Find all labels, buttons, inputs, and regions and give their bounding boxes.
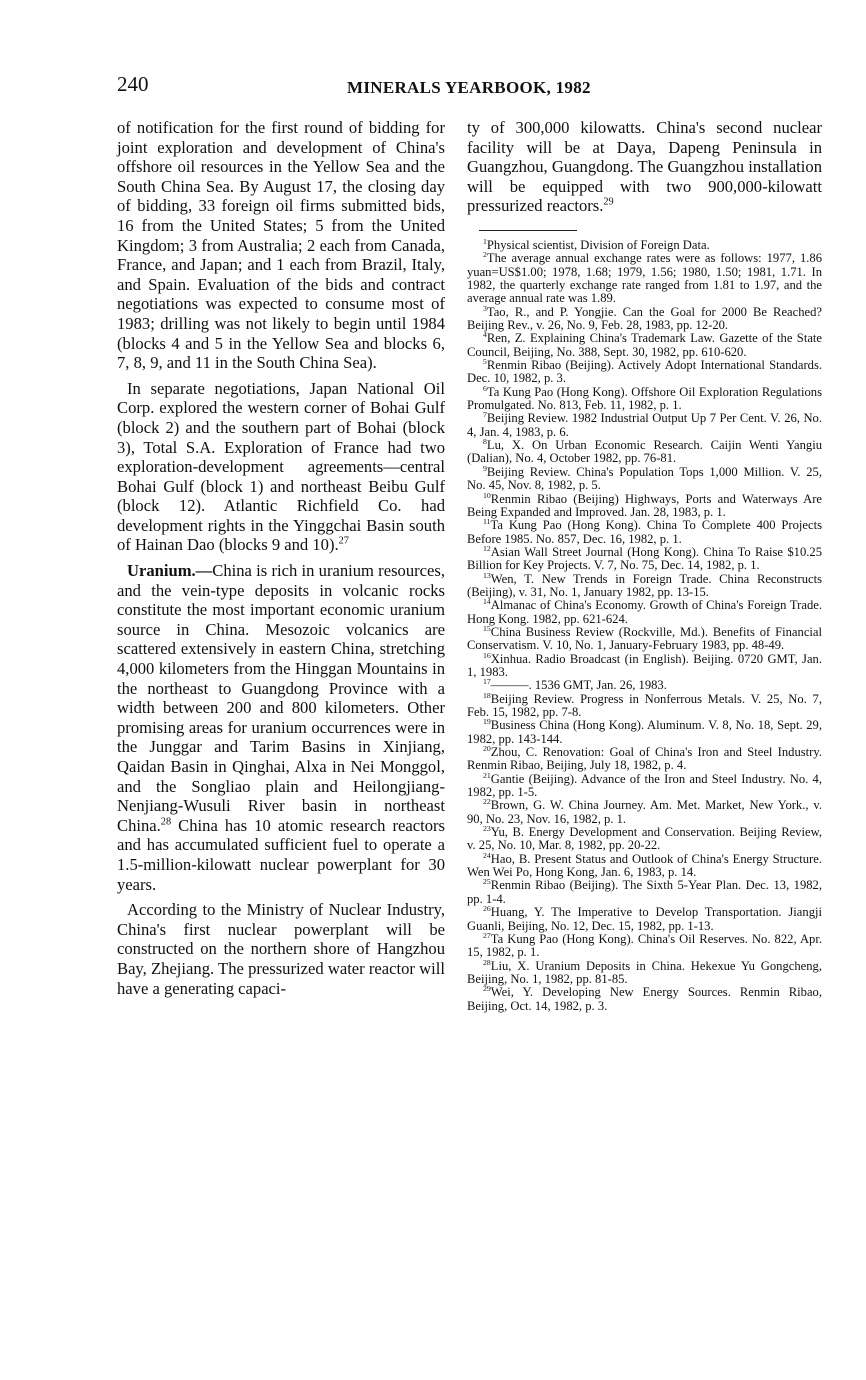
footnote-text: Almanac of China's Economy. Growth of China's Foreign Trade. Hong Kong. 1982, pp. 621-624. [467,598,822,626]
footnote-item [467,303,822,333]
footnote-text: Zhou, C. Renovation: Goal of China's Iron and Steel Industry. Renmin Ribao, Beijing, July 18, 1982, p. 4. [467,745,822,773]
footnote-item [467,690,822,720]
footnote-item [467,412,822,439]
footnote-number: 12 [483,543,491,553]
footnote-item [467,743,822,773]
footnote-number: 9 [483,463,487,473]
footnote-ref: 27 [338,535,349,547]
footnote-number: 8 [483,436,487,446]
footnote-number: 4 [483,330,487,340]
footnote-text: Ren, Z. Explaining China's Trademark Law. Gazette of the State Council, Beijing, No. 388, Sept. 30, 1982, pp. 610-620. [467,331,822,359]
footnote-text: Beijing Review. Progress in Nonferrous Metals. V. 25, No. 7, Feb. 15, 1982, pp. 7-8. [467,691,822,719]
footnote-item [467,679,822,692]
left-column [117,118,445,1004]
footnote-item [467,570,822,600]
footnote-number: 6 [483,383,487,393]
footnote-number: 2 [483,250,487,260]
footnote-item [467,490,822,520]
footnote-item [467,383,822,413]
footnote-text: Lu, X. On Urban Economic Research. Caijin Wenti Yangiu (Dalian), No. 4, October 1982, pp. 76-81. [467,438,822,466]
footnote-item [467,519,822,546]
footnote-item [467,436,822,466]
footnote-item [467,823,822,853]
footnote-number: 18 [483,690,491,700]
footnote-text: Hao, B. Present Status and Outlook of China's Energy Structure. Wen Wei Po, Hong Kong, Jan. 6, 1983, p. 14. [467,851,822,880]
footnote-number: 11 [483,517,491,526]
footnote-item [467,957,822,987]
footnote-number: 3 [483,303,487,313]
paragraph-text: China is rich in uranium resources, and the vein-type deposits in volcanic rocks constitute the most important economic uranium source in China. Mesozoic volcanics are scattered extensively in eastern China, stretching 4,000 kilometers from the Hinggan Mountains in the northeast to Guangdong Province with a width between 200 and 800 kilometers. Other promising areas for uranium occurrences were in the Junggar and Tarim Basins in Xinjiang, Qaidan Basin in Qinghai, Alxa in Nei Monggol, and the Songliao plain and Heilongjiang-Nenjiang-Wusuli River basin in northeast China. [117,561,445,835]
footnote-text: Tao, R., and P. Yongjie. Can the Goal for 2000 Be Reached? Beijing Rev., v. 26, No. 9, Feb. 28, 1983, pp. 12-20. [467,304,822,333]
footnote-item [467,623,822,653]
footnote-ref: 29 [603,196,614,208]
footnote-number: 20 [483,743,491,753]
page-number: 240 [117,72,149,96]
footnote-number: 14 [483,597,491,607]
footnote-text: Renmin Ribao (Beijing). Actively Adopt International Standards. Dec. 10, 1982, p. 3. [467,358,822,386]
body-paragraph-nuclear-ministry: According to the Ministry of Nuclear Industry, China's first nuclear powerplant will be constructed on the northern shore of Hangzhou Bay, Zhejiang. The pressurized water reactor will have a generating capaci- [117,900,445,998]
footnote-text: Huang, Y. The Imperative to Develop Transportation. Jiangji Guanli, Beijing, No. 12, Dec. 15, 1982, pp. 1-13. [467,905,822,933]
footnote-number: 28 [483,957,491,967]
footnote-text: Renmin Ribao (Beijing). The Sixth 5-Year Plan. Dec. 13, 1982, pp. 1-4. [467,878,822,906]
page-header [0,72,866,102]
footnote-number: 27 [483,930,491,940]
footnote-number: 21 [483,770,491,780]
footnote-text: Renmin Ribao (Beijing) Highways, Ports and Waterways Are Being Expanded and Improved. Jan. 28, 1983, p. 1. [467,491,822,519]
footnote-item [467,543,822,573]
running-title: MINERALS YEARBOOK, 1982 [347,78,591,97]
section-run-in-heading: Uranium.— [127,561,213,581]
footnote-item [467,930,822,960]
footnote-item [467,650,822,680]
footnote-number: 7 [483,410,487,420]
footnote-divider [479,230,577,231]
footnote-number: 16 [483,650,491,660]
footnote-number: 5 [483,356,487,366]
footnote-number: 24 [483,850,491,860]
right-column [467,118,822,1013]
footnote-item [467,903,822,933]
footnote-text: Brown, G. W. China Journey. Am. Met. Market, New York., v. 90, No. 23, Nov. 16, 1982, p. 1. [467,798,822,826]
footnote-item [467,463,822,493]
footnote-item [467,850,822,880]
paragraph-text: In separate negotiations, Japan National Oil Corp. explored the western corner of Bohai Gulf (block 2) and the southern part of Bohai (block 3), Total S.A. Exploration of France had two exploration-development agreements—central Bohai Gulf (block 1) and northeast Beibu Gulf (block 12). Atlantic Richfield Co. had development rights in the Yinggchai Basin south of Hainan Dao (blocks 9 and 10). [117,378,445,555]
footnote-text: Xinhua. Radio Broadcast (in English). Beijing. 0720 GMT, Jan. 1, 1983. [467,651,822,679]
footnote-item [467,879,822,906]
footnote-ref: 28 [160,816,172,828]
footnote-text: The average annual exchange rates were as follows: 1977, 1.86 yuan=US$1.00; 1978, 1.68; 1979, 1.56; 1980, 1.50; 1981, 1.71. In 1982, the quarterly exchange rate ranged from 1.81 to 1.97, and the average annual rate was 1.89. [467,251,822,306]
footnote-text: Gantie (Beijing). Advance of the Iron and Steel Industry. No. 4, 1982, pp. 1-5. [467,771,822,800]
footnote-item [467,252,822,305]
footnote-number: 29 [483,984,491,994]
paragraph-text: China has 10 atomic research reactors and has accumulated sufficient fuel to operate a 1.5-million-kilowatt nuclear powerplant for 30 years. [117,815,445,894]
footnote-text: Yu, B. Energy Development and Conservation. Beijing Review, v. 25, No. 10, Mar. 8, 1982, pp. 20-22. [467,825,822,853]
footnote-text: Physical scientist, Division of Foreign Data. [486,237,710,252]
footnote-text: Liu, X. Uranium Deposits in China. Hekexue Yu Gongcheng, Beijing, No. 1, 1982, pp. 81-85. [467,958,822,986]
footnote-number: 26 [483,903,491,913]
footnote-text: Asian Wall Street Journal (Hong Kong). China To Raise $10.25 Billion for Key Projects. V. 7, No. 75, Dec. 14, 1982, p. 1. [467,544,822,573]
footnote-number: 17 [483,677,491,687]
footnote-number: 22 [483,797,491,807]
footnote-text: Ta Kung Pao (Hong Kong). China To Complete 400 Projects Before 1985. No. 857, Dec. 16, 1982, p. 1. [467,518,822,546]
body-paragraph-negotiations [117,379,445,555]
footnote-text: Wei, Y. Developing New Energy Sources. Renmin Ribao, Beijing, Oct. 14, 1982, p. 3. [467,985,822,1013]
body-paragraph-continuation [467,118,822,216]
footnote-number: 25 [483,877,491,887]
footnote-item [467,986,822,1013]
footnote-text: Wen, T. New Trends in Foreign Trade. China Reconstructs (Beijing), v. 31, No. 1, January 1982, pp. 13-15. [467,571,822,599]
footnote-text: ———. 1536 GMT, Jan. 26, 1983. [490,678,667,693]
footnote-text: Beijing Review. China's Population Tops 1,000 Million. V. 25, No. 45, Nov. 8, 1982, p. 5. [467,464,822,493]
footnote-number: 10 [483,490,491,500]
footnote-number: 13 [483,570,491,580]
footnote-text: Beijing Review. 1982 Industrial Output Up 7 Per Cent. V. 26, No. 4, Jan. 4, 1983, p. 6. [467,411,822,439]
paragraph-text: ty of 300,000 kilowatts. China's second nuclear facility will be at Daya, Dapeng Peninsula in Guangzhou, Guangdong. The Guangzhou installation will be equipped with two 900,000-kilowatt pressurized reactors. [467,118,822,216]
footnote-item [467,599,822,626]
footnote-item [467,719,822,746]
footnote-number: 19 [483,717,491,727]
body-paragraph-offshore-bidding: of notification for the first round of bidding for joint exploration and development of China's offshore oil resources in the Yellow Sea and the South China Sea. By August 17, the closing day of bidding, 33 foreign oil firms submitted bids, 16 from the United States; 5 from the United Kingdom; 3 from Australia; 2 each from Canada, France, and Japan; and 1 each from Brazil, Italy, and Spain. Evaluation of the bids and contract negotiations was expected to consume most of 1983; drilling was not likely to begin until 1984 (blocks 4 and 5 in the Yellow Sea and blocks 6, 7, 8, 9, and 11 in the South China Sea). [117,118,445,373]
footnote-text: China Business Review (Rockville, Md.). Benefits of Financial Conservatism. V. 10, No. 1, January-February 1983, pp. 48-49. [467,624,822,653]
body-paragraph-uranium [117,561,445,894]
footnote-item [467,799,822,826]
footnote-item [467,332,822,359]
footnote-number: 23 [483,823,491,833]
footnote-number: 15 [483,623,491,633]
footnote-item [467,770,822,800]
footnote-text: Ta Kung Pao (Hong Kong). China's Oil Reserves. No. 822, Apr. 15, 1982, p. 1. [467,931,822,960]
footnote-item [467,356,822,386]
footnotes-list [467,236,822,1013]
footnote-number: 1 [483,236,487,246]
footnote-text: Business China (Hong Kong). Aluminum. V. 8, No. 18, Sept. 29, 1982, pp. 143-144. [467,718,822,746]
footnote-text: Ta Kung Pao (Hong Kong). Offshore Oil Exploration Regulations Promulgated. No. 813, Feb. 11, 1982, p. 1. [467,384,822,413]
